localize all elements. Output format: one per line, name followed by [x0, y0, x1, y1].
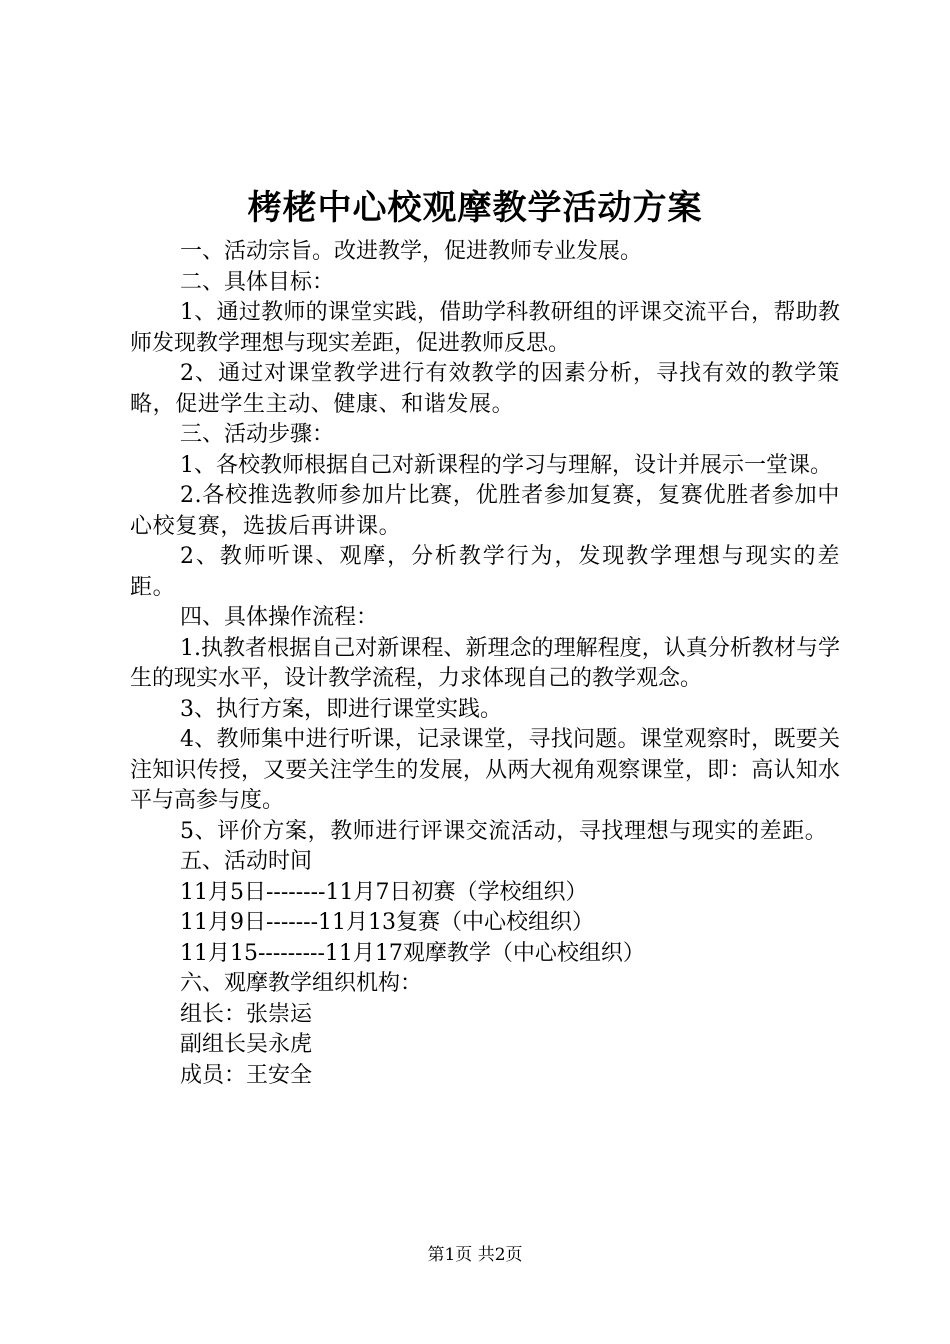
- heading-goals: 二、具体目标：: [180, 269, 335, 295]
- paragraph-procedure-5: 5、评价方案，教师进行评课交流活动，寻找理想与现实的差距。: [180, 818, 828, 844]
- organization-member: 成员：王安全: [180, 1062, 313, 1088]
- page-footer: 第1页 共2页: [427, 1245, 523, 1265]
- paragraph-goal-1: 1、通过教师的课堂实践，借助学科教研组的评课交流平台，帮助教师发现教学理想与现实差距，促进教师反思。: [130, 300, 840, 356]
- paragraph-procedure-4: 4、教师集中进行听课，记录课堂，寻找问题。课堂观察时，既要关注知识传授，又要关注学生的发展，从两大视角观察课堂，即：高认知水平与高参与度。: [130, 727, 840, 813]
- organization-deputy: 副组长吴永虎: [180, 1032, 313, 1057]
- schedule-line-2: 11月9日-------11月13复赛（中心校组织）: [180, 910, 595, 935]
- paragraph-procedure-3: 3、执行方案，即进行课堂实践。: [180, 696, 502, 722]
- paragraph-purpose: 一、活动宗旨。改进教学，促进教师专业发展。: [180, 239, 643, 264]
- heading-organization: 六、观摩教学组织机构：: [180, 971, 423, 996]
- heading-steps: 三、活动步骤：: [180, 422, 335, 447]
- schedule-line-1: 11月5日--------11月7日初赛（学校组织）: [180, 879, 588, 905]
- document-body: [130, 237, 840, 1091]
- paragraph-step-1: 1、各校教师根据自己对新课程的学习与理解，设计并展示一堂课。: [180, 452, 832, 478]
- paragraph-step-2: 2.各校推选教师参加片比赛，优胜者参加复赛，复赛优胜者参加中心校复赛，选拔后再讲课。: [130, 483, 840, 539]
- paragraph-goal-2: 2、通过对课堂教学进行有效教学的因素分析，寻找有效的教学策略，促进学生主动、健康、和谐发展。: [130, 361, 840, 417]
- organization-leader: 组长：张崇运: [180, 1001, 313, 1027]
- paragraph-procedure-1: 1.执教者根据自己对新课程、新理念的理解程度，认真分析教材与学生的现实水平，设计教学流程，力求体现自己的教学观念。: [130, 635, 840, 691]
- paragraph-step-3: 2、教师听课、观摩，分析教学行为，发现教学理想与现实的差距。: [130, 544, 840, 600]
- heading-schedule: 五、活动时间: [180, 849, 313, 874]
- document-title: 栲栳中心校观摩教学活动方案: [247, 188, 703, 228]
- heading-procedure: 四、具体操作流程：: [180, 605, 379, 630]
- schedule-line-3: 11月15---------11月17观摩教学（中心校组织）: [180, 940, 645, 966]
